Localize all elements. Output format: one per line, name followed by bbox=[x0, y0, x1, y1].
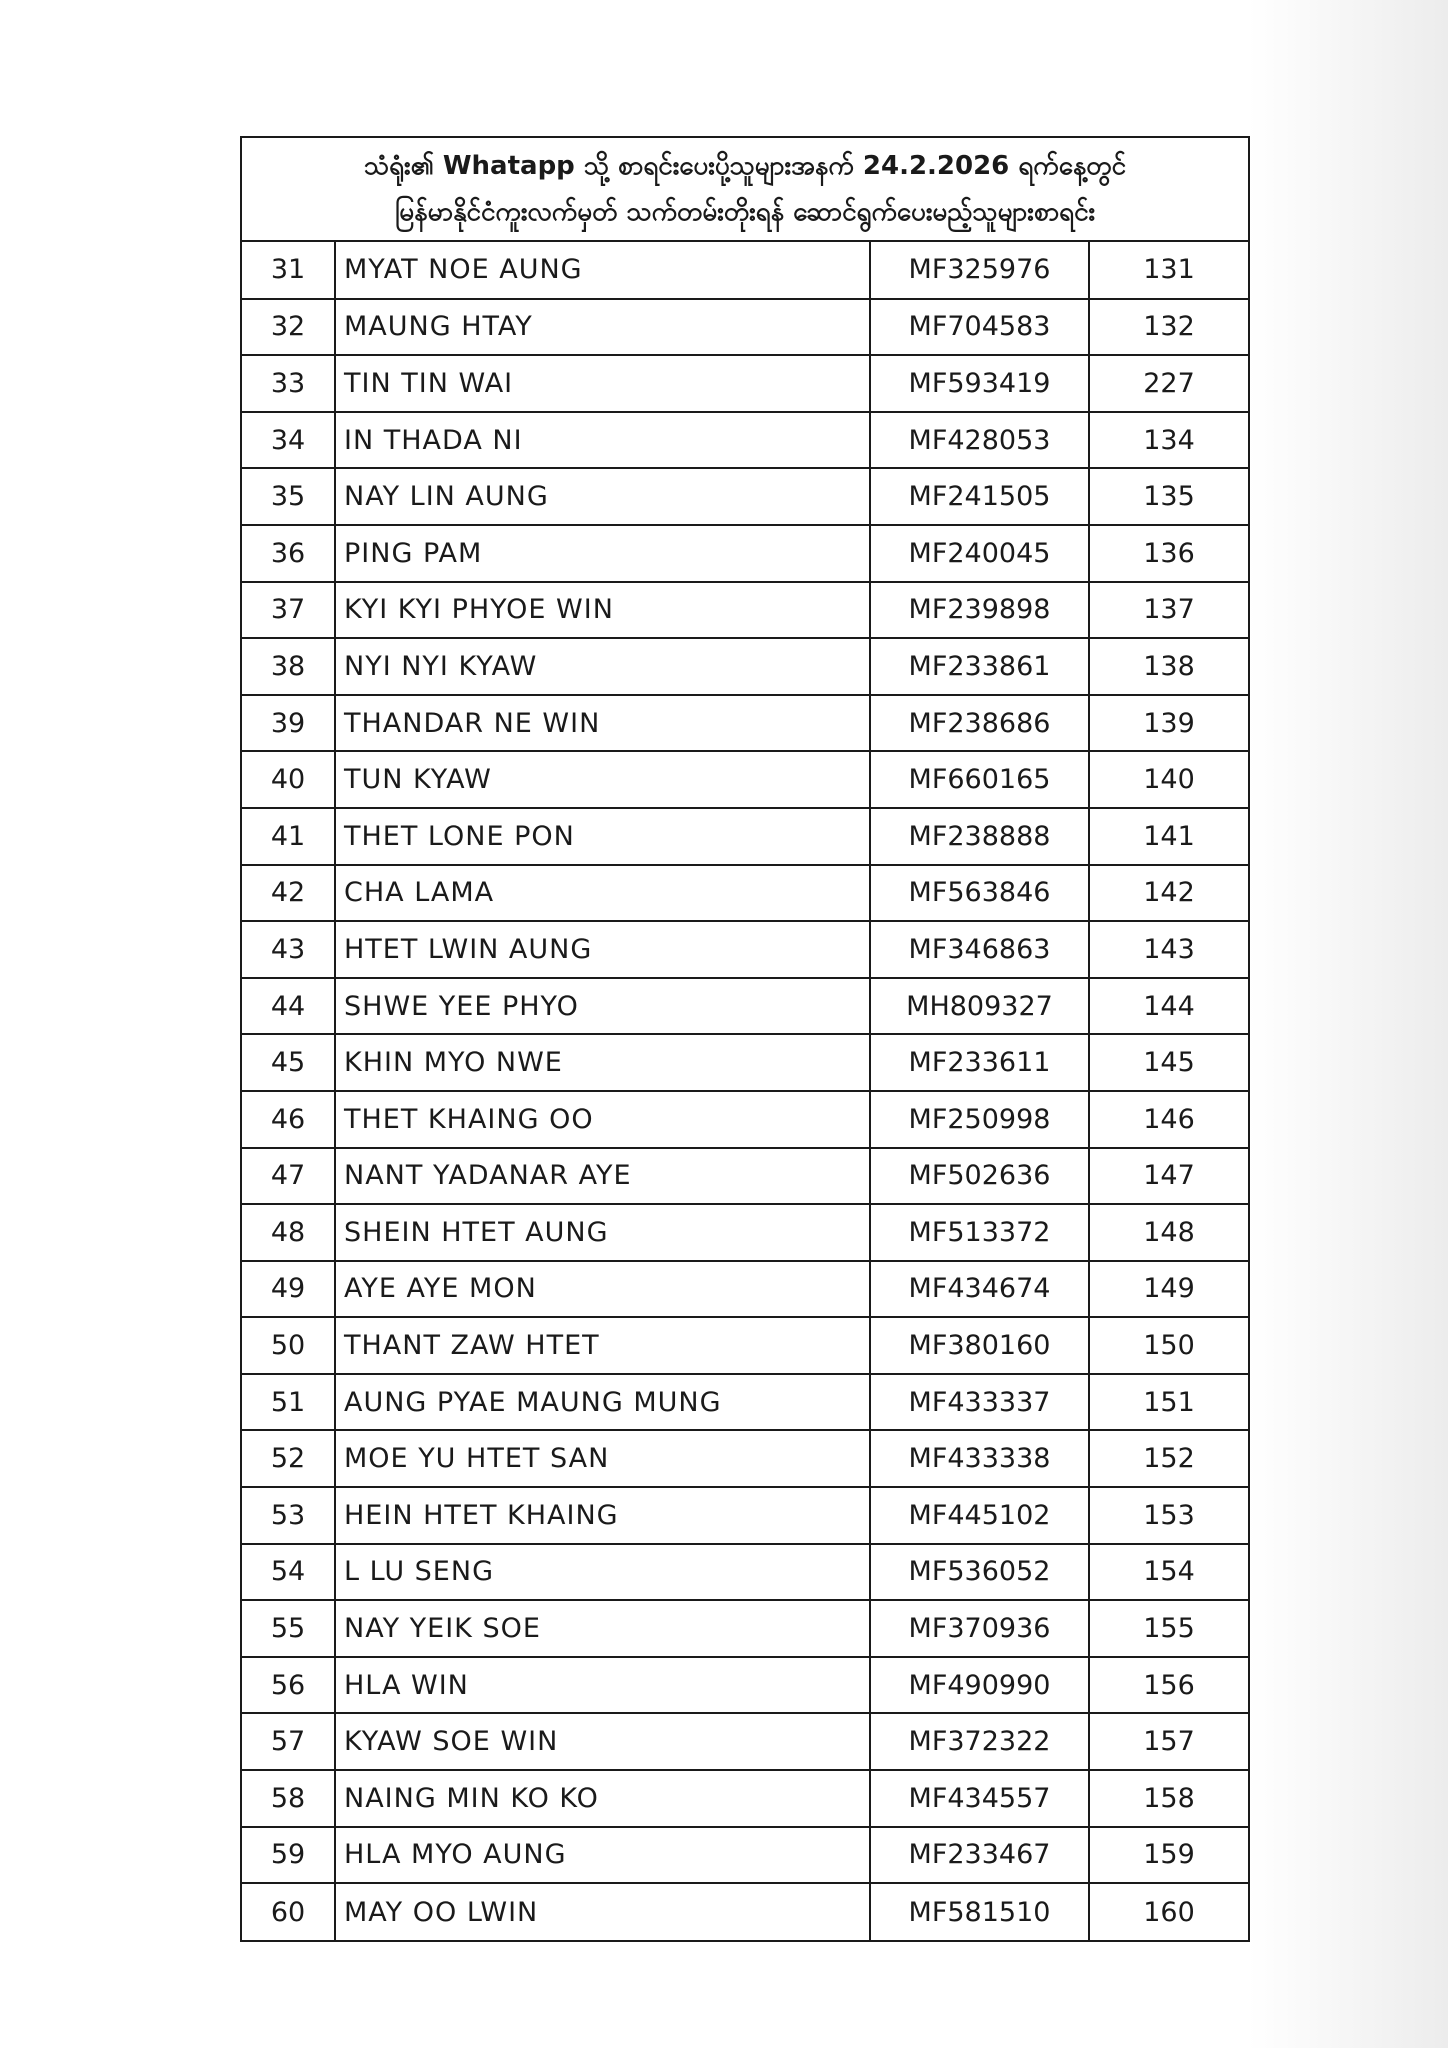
applicant-name: HTET LWIN AUNG bbox=[335, 921, 870, 978]
row-number: 55 bbox=[242, 1600, 335, 1657]
queue-number: 134 bbox=[1089, 412, 1248, 469]
row-number: 53 bbox=[242, 1487, 335, 1544]
table-row bbox=[242, 1148, 1248, 1205]
passport-number: MF428053 bbox=[870, 412, 1089, 469]
table-row bbox=[242, 638, 1248, 695]
row-number: 57 bbox=[242, 1713, 335, 1770]
applicant-name: AYE AYE MON bbox=[335, 1261, 870, 1318]
passport-number: MF240045 bbox=[870, 525, 1089, 582]
queue-number: 153 bbox=[1089, 1487, 1248, 1544]
applicant-name: HLA MYO AUNG bbox=[335, 1827, 870, 1884]
queue-number: 147 bbox=[1089, 1148, 1248, 1205]
scan-shadow bbox=[1248, 0, 1448, 2048]
header-line-1: သံရုံး၏ Whatapp သို့ စာရင်းပေးပို့သူများအနက် 24.2.2026 ရက်နေ့တွင် bbox=[363, 151, 1127, 181]
table-row bbox=[242, 1317, 1248, 1374]
passport-number: MF581510 bbox=[870, 1883, 1089, 1940]
applicant-name: TIN TIN WAI bbox=[335, 355, 870, 412]
passport-number: MF434557 bbox=[870, 1770, 1089, 1827]
queue-number: 139 bbox=[1089, 695, 1248, 752]
row-number: 39 bbox=[242, 695, 335, 752]
passport-number: MF502636 bbox=[870, 1148, 1089, 1205]
applicant-name: KYAW SOE WIN bbox=[335, 1713, 870, 1770]
queue-number: 143 bbox=[1089, 921, 1248, 978]
applicant-name: HLA WIN bbox=[335, 1657, 870, 1714]
passport-number: MF563846 bbox=[870, 865, 1089, 922]
queue-number: 135 bbox=[1089, 468, 1248, 525]
table-row bbox=[242, 1091, 1248, 1148]
queue-number: 137 bbox=[1089, 582, 1248, 639]
row-number: 58 bbox=[242, 1770, 335, 1827]
passport-number: MF513372 bbox=[870, 1204, 1089, 1261]
applicant-name: PING PAM bbox=[335, 525, 870, 582]
passport-number: MF250998 bbox=[870, 1091, 1089, 1148]
row-number: 37 bbox=[242, 582, 335, 639]
table-row bbox=[242, 751, 1248, 808]
table-row bbox=[242, 1827, 1248, 1884]
queue-number: 141 bbox=[1089, 808, 1248, 865]
queue-number: 145 bbox=[1089, 1034, 1248, 1091]
row-number: 38 bbox=[242, 638, 335, 695]
applicant-name: NAY LIN AUNG bbox=[335, 468, 870, 525]
table-row bbox=[242, 978, 1248, 1035]
applicant-name: NYI NYI KYAW bbox=[335, 638, 870, 695]
row-number: 34 bbox=[242, 412, 335, 469]
passport-number: MF325976 bbox=[870, 242, 1089, 299]
table-row bbox=[242, 525, 1248, 582]
table-row bbox=[242, 355, 1248, 412]
queue-number: 159 bbox=[1089, 1827, 1248, 1884]
table-row bbox=[242, 412, 1248, 469]
applicant-name: MOE YU HTET SAN bbox=[335, 1430, 870, 1487]
queue-number: 154 bbox=[1089, 1544, 1248, 1601]
applicant-name: NANT YADANAR AYE bbox=[335, 1148, 870, 1205]
queue-number: 156 bbox=[1089, 1657, 1248, 1714]
queue-number: 150 bbox=[1089, 1317, 1248, 1374]
table-row bbox=[242, 1544, 1248, 1601]
applicant-name: MAY OO LWIN bbox=[335, 1883, 870, 1940]
applicant-name: THET LONE PON bbox=[335, 808, 870, 865]
passport-number: MF233611 bbox=[870, 1034, 1089, 1091]
applicant-name: KHIN MYO NWE bbox=[335, 1034, 870, 1091]
applicant-name: THANT ZAW HTET bbox=[335, 1317, 870, 1374]
passport-number: MF433338 bbox=[870, 1430, 1089, 1487]
applicant-name: CHA LAMA bbox=[335, 865, 870, 922]
table-row bbox=[242, 1713, 1248, 1770]
list-header bbox=[242, 138, 1248, 242]
queue-number: 140 bbox=[1089, 751, 1248, 808]
table-row bbox=[242, 1657, 1248, 1714]
row-number: 33 bbox=[242, 355, 335, 412]
queue-number: 144 bbox=[1089, 978, 1248, 1035]
row-number: 49 bbox=[242, 1261, 335, 1318]
passport-number: MF593419 bbox=[870, 355, 1089, 412]
row-number: 36 bbox=[242, 525, 335, 582]
passport-number: MF239898 bbox=[870, 582, 1089, 639]
table-row bbox=[242, 299, 1248, 356]
queue-number: 158 bbox=[1089, 1770, 1248, 1827]
table-row bbox=[242, 1261, 1248, 1318]
queue-number: 146 bbox=[1089, 1091, 1248, 1148]
table-row bbox=[242, 1034, 1248, 1091]
table-row bbox=[242, 468, 1248, 525]
passport-number: MF238888 bbox=[870, 808, 1089, 865]
table-row bbox=[242, 695, 1248, 752]
applicant-name: NAY YEIK SOE bbox=[335, 1600, 870, 1657]
queue-number: 149 bbox=[1089, 1261, 1248, 1318]
queue-number: 142 bbox=[1089, 865, 1248, 922]
row-number: 40 bbox=[242, 751, 335, 808]
table-row bbox=[242, 242, 1248, 299]
row-number: 52 bbox=[242, 1430, 335, 1487]
applicant-rows bbox=[242, 242, 1248, 1940]
row-number: 45 bbox=[242, 1034, 335, 1091]
queue-number: 160 bbox=[1143, 1896, 1195, 1928]
passport-number: MF372322 bbox=[870, 1713, 1089, 1770]
row-number: 41 bbox=[242, 808, 335, 865]
table-row bbox=[242, 1204, 1248, 1261]
row-number: 46 bbox=[242, 1091, 335, 1148]
queue-number: 155 bbox=[1089, 1600, 1248, 1657]
passport-number: MF434674 bbox=[870, 1261, 1089, 1318]
passport-number: MF233861 bbox=[870, 638, 1089, 695]
queue-number: 152 bbox=[1089, 1430, 1248, 1487]
passport-number: MF346863 bbox=[870, 921, 1089, 978]
applicant-name: AUNG PYAE MAUNG MUNG bbox=[335, 1374, 870, 1431]
table-row bbox=[242, 1600, 1248, 1657]
row-number: 60 bbox=[242, 1883, 335, 1940]
passport-number: MF536052 bbox=[870, 1544, 1089, 1601]
row-number: 43 bbox=[242, 921, 335, 978]
row-number: 32 bbox=[242, 299, 335, 356]
row-number: 48 bbox=[242, 1204, 335, 1261]
passport-number: MF380160 bbox=[870, 1317, 1089, 1374]
row-number: 47 bbox=[242, 1148, 335, 1205]
table-row bbox=[242, 1883, 1248, 1940]
queue-number: 157 bbox=[1089, 1713, 1248, 1770]
passport-renewal-list bbox=[240, 136, 1250, 1942]
passport-number: MF238686 bbox=[870, 695, 1089, 752]
applicant-name: NAING MIN KO KO bbox=[335, 1770, 870, 1827]
applicant-name: MAUNG HTAY bbox=[335, 299, 870, 356]
applicant-name: IN THADA NI bbox=[335, 412, 870, 469]
row-number: 31 bbox=[242, 242, 335, 299]
passport-number: MF660165 bbox=[870, 751, 1089, 808]
queue-number: 136 bbox=[1089, 525, 1248, 582]
applicant-name: KYI KYI PHYOE WIN bbox=[335, 582, 870, 639]
applicant-name: SHEIN HTET AUNG bbox=[335, 1204, 870, 1261]
table-row bbox=[242, 1430, 1248, 1487]
queue-number: 227 bbox=[1089, 355, 1248, 412]
queue-number: 148 bbox=[1089, 1204, 1248, 1261]
row-number: 50 bbox=[242, 1317, 335, 1374]
applicant-name: MYAT NOE AUNG bbox=[335, 242, 870, 299]
table-row bbox=[242, 1374, 1248, 1431]
header-line-2: မြန်မာနိုင်ငံကူးလက်မှတ် သက်တမ်းတိုးရန် ဆောင်ရွက်ပေးမည့်သူများစာရင်း bbox=[394, 197, 1096, 227]
queue-number: 131 bbox=[1089, 242, 1248, 299]
queue-number: 138 bbox=[1089, 638, 1248, 695]
row-number: 44 bbox=[242, 978, 335, 1035]
applicant-name: THANDAR NE WIN bbox=[335, 695, 870, 752]
table-row bbox=[242, 808, 1248, 865]
applicant-name: HEIN HTET KHAING bbox=[335, 1487, 870, 1544]
passport-number: MF490990 bbox=[870, 1657, 1089, 1714]
passport-number: MF233467 bbox=[870, 1827, 1089, 1884]
table-row bbox=[242, 1770, 1248, 1827]
applicant-name: SHWE YEE PHYO bbox=[335, 978, 870, 1035]
passport-number: MF433337 bbox=[870, 1374, 1089, 1431]
row-number: 35 bbox=[242, 468, 335, 525]
passport-number: MH809327 bbox=[870, 978, 1089, 1035]
table-row bbox=[242, 865, 1248, 922]
queue-number: 132 bbox=[1089, 299, 1248, 356]
passport-number: MF370936 bbox=[870, 1600, 1089, 1657]
passport-number: MF704583 bbox=[870, 299, 1089, 356]
applicant-name: TUN KYAW bbox=[335, 751, 870, 808]
table-row bbox=[242, 1487, 1248, 1544]
applicant-name: THET KHAING OO bbox=[335, 1091, 870, 1148]
passport-number: MF241505 bbox=[870, 468, 1089, 525]
applicant-name: L LU SENG bbox=[335, 1544, 870, 1601]
table-row bbox=[242, 921, 1248, 978]
row-number: 56 bbox=[242, 1657, 335, 1714]
passport-number: MF445102 bbox=[870, 1487, 1089, 1544]
applicant-table bbox=[242, 242, 1248, 1940]
row-number: 42 bbox=[242, 865, 335, 922]
table-row bbox=[242, 582, 1248, 639]
queue-number: 151 bbox=[1089, 1374, 1248, 1431]
row-number: 54 bbox=[242, 1544, 335, 1601]
row-number: 59 bbox=[242, 1827, 335, 1884]
row-number: 51 bbox=[242, 1374, 335, 1431]
